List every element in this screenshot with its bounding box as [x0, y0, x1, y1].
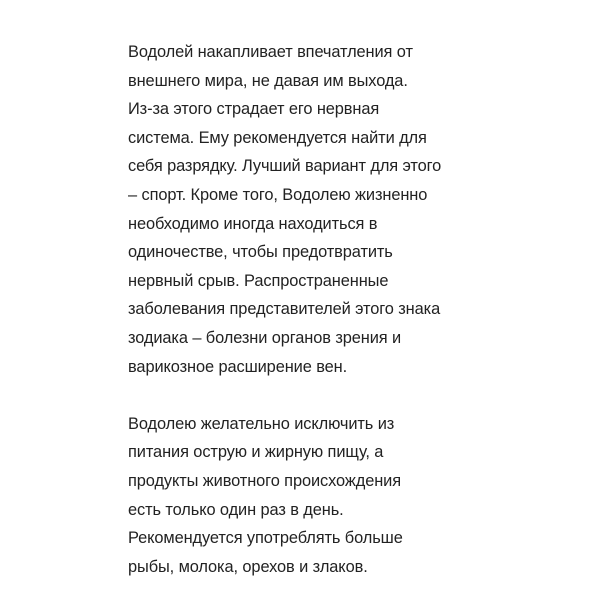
- text-line: одиночестве, чтобы предотвратить: [128, 243, 393, 262]
- text-line: себя разрядку. Лучший вариант для этого: [128, 157, 442, 176]
- text-line: есть только один раз в день.: [128, 500, 344, 519]
- text-line: питания острую и жирную пищу, а: [128, 443, 384, 462]
- text-line: Из-за этого страдает его нервная: [128, 100, 380, 119]
- text-line: система. Ему рекомендуется найти для: [128, 128, 427, 147]
- paragraph-temperament: [128, 38, 488, 381]
- text-line: внешнего мира, не давая им выхода.: [128, 71, 408, 90]
- text-line: нервный срыв. Распространенные: [128, 271, 389, 290]
- text-line: зодиака – болезни органов зрения и: [128, 328, 402, 347]
- paragraph-diet: [128, 410, 488, 582]
- text-line: Водолей накапливает впечатления от: [128, 43, 413, 61]
- text-line: необходимо иногда находиться в: [128, 214, 378, 233]
- text-line: Рекомендуется употреблять больше: [128, 529, 403, 548]
- article-body: [128, 38, 488, 581]
- text-line: варикозное расширение вен.: [128, 357, 348, 376]
- text-line: рыбы, молока, орехов и злаков.: [128, 557, 368, 576]
- text-line: заболевания представителей этого знака: [128, 300, 441, 319]
- text-line: продукты животного происхождения: [128, 471, 401, 490]
- text-line: Водолею желательно исключить из: [128, 414, 395, 433]
- text-line: – спорт. Кроме того, Водолею жизненно: [128, 185, 428, 204]
